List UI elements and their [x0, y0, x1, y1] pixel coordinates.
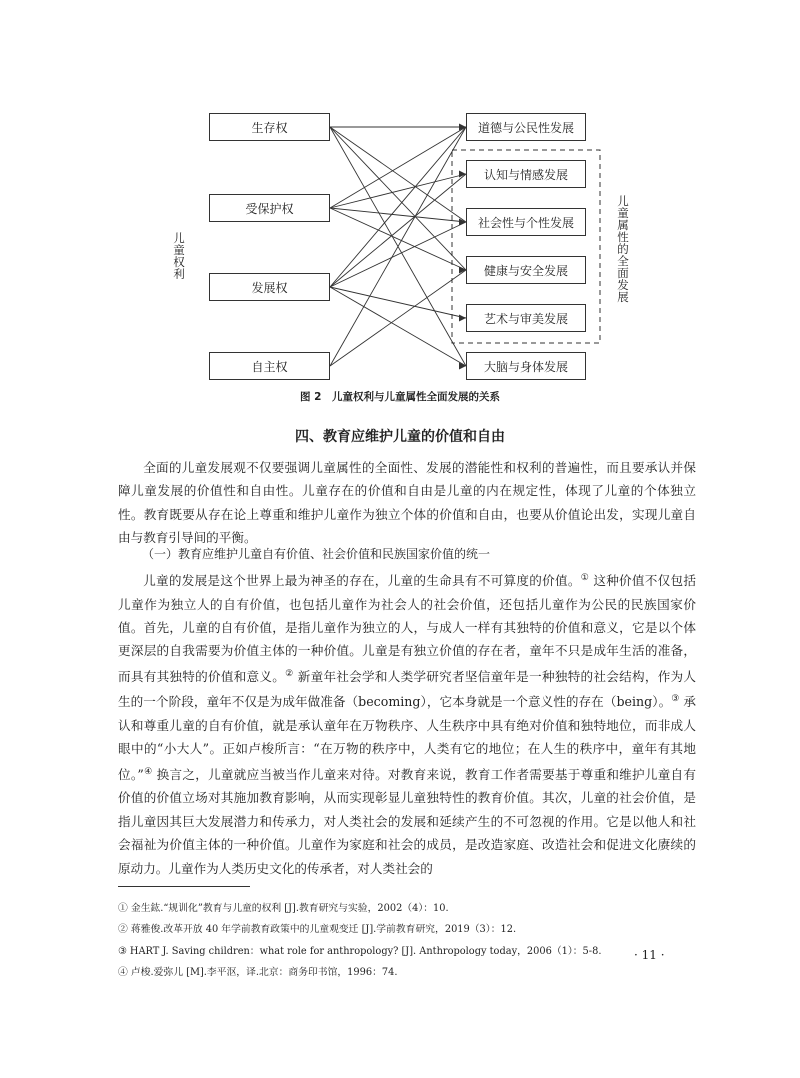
right-box-social: 社会性与个性发展	[466, 208, 586, 236]
left-box-autonomy: 自主权	[209, 352, 330, 380]
page-number: · 11 ·	[634, 948, 665, 962]
text-segment: 儿童的发展是这个世界上最为神圣的存在，儿童的生命具有不可算度的价值。	[143, 573, 581, 589]
right-box-moral: 道德与公民性发展	[466, 113, 586, 141]
left-box-development: 发展权	[209, 273, 330, 301]
text-segment: 承认和尊重儿童的自有价值，就是承认童年在万物秩序、人生秩序中具有绝对价值和独特地位，而非成人眼中的“小大人”。正如卢梭所言：“在万物的秩序中，人类有它的地位；在人生的秩序中，童年有其地位。”	[118, 694, 696, 782]
paragraph-2	[118, 567, 696, 880]
figure-2	[0, 0, 800, 403]
footnote-marker: ③	[671, 694, 680, 705]
left-group-label: 儿 童 权 利	[173, 231, 185, 281]
footnote-marker: ②	[285, 668, 294, 679]
text-segment: 换言之，儿童就应当被当作儿童来对待。对教育来说，教育工作者需要基于尊重和维护儿童自有价值的价值立场对其施加教育影响，从而实现彰显儿童独特性的教育价值。其次，儿童的社会价值，是指儿童因其巨大发展潜力和传承力，对人类社会的发展和延续产生的不可忽视的作用。它是以他人和社会福祉为价值主体的一种价值。儿童作为家庭和社会的成员，是改造家庭、改造社会和促进文化赓续的原动力。儿童作为人类历史文化的传承者，对人类社会的	[118, 767, 696, 876]
figure-caption: 图 2 儿童权利与儿童属性全面发展的关系	[300, 391, 500, 403]
footnotes	[118, 898, 696, 983]
paragraph-2-text	[118, 567, 696, 880]
footnote-marker: ④	[143, 766, 153, 777]
section-title: 四、教育应维护儿童的价值和自由	[295, 429, 505, 445]
text-segment: 这种价值不仅包括儿童作为独立人的自有价值，也包括儿童作为社会人的社会价值，还包括儿童作为公民的民族国家价值。首先，儿童的自有价值，是指儿童作为独立的人，与成人一样有其独特的价值和意义，它是以个体更深层的自我需要为价值主体的一种价值。儿童是有独立价值的存在者，童年不只是成年生活的准备，而具有其独特的价值和意义。	[118, 573, 696, 684]
right-box-health: 健康与安全发展	[466, 256, 586, 284]
footnote-1: ① 金生鈜.“规训化”教育与儿童的权利 [J].教育研究与实验，2002（4）：10.	[118, 903, 449, 914]
footnote-marker: ①	[580, 573, 590, 583]
footnote-3: ③ HART J. Saving children：what role for anthropology? [J]. Anthropology today，2006（1）：5-8.	[118, 945, 602, 957]
right-box-art: 艺术与审美发展	[466, 304, 586, 332]
text-segment: 新童年社会学和人类学研究者坚信童年是一种独特的社会结构，作为人生的一个阶段，童年不仅是为成年做准备（becoming），它本身就是一个意义性的存在（being）。	[118, 669, 696, 710]
paragraph-1	[118, 456, 696, 550]
paragraph-1-text: 全面的儿童发展观不仅要强调儿童属性的全面性、发展的潜能性和权利的普遍性，而且要承认并保障儿童发展的价值性和自由性。儿童存在的价值和自由是儿童的内在规定性，体现了儿童的个体独立性。教育既要从存在论上尊重和维护儿童作为独立个体的价值和自由，也要从价值论出发，实现儿童自由与教育引导间的平衡。	[118, 460, 696, 546]
left-box-survival: 生存权	[209, 113, 330, 141]
right-group-label: 儿 童 属 性 的 全 面 发 展	[617, 194, 629, 304]
right-box-cognitive: 认知与情感发展	[466, 160, 586, 188]
right-box-brain: 大脑与身体发展	[466, 352, 586, 380]
footnote-rule	[118, 886, 250, 887]
subheading: （一）教育应维护儿童自有价值、社会价值和民族国家价值的统一	[142, 547, 491, 561]
footnote-4: ④ 卢梭.爱弥儿 [M].李平沤，译.北京：商务印书馆，1996：74.	[118, 966, 398, 978]
left-box-protection: 受保护权	[209, 194, 330, 222]
footnote-2: ② 蒋雅俊.改革开放 40 年学前教育政策中的儿童观变迁 [J].学前教育研究，2019（3）：12.	[118, 924, 517, 936]
connection-lines	[0, 0, 800, 400]
